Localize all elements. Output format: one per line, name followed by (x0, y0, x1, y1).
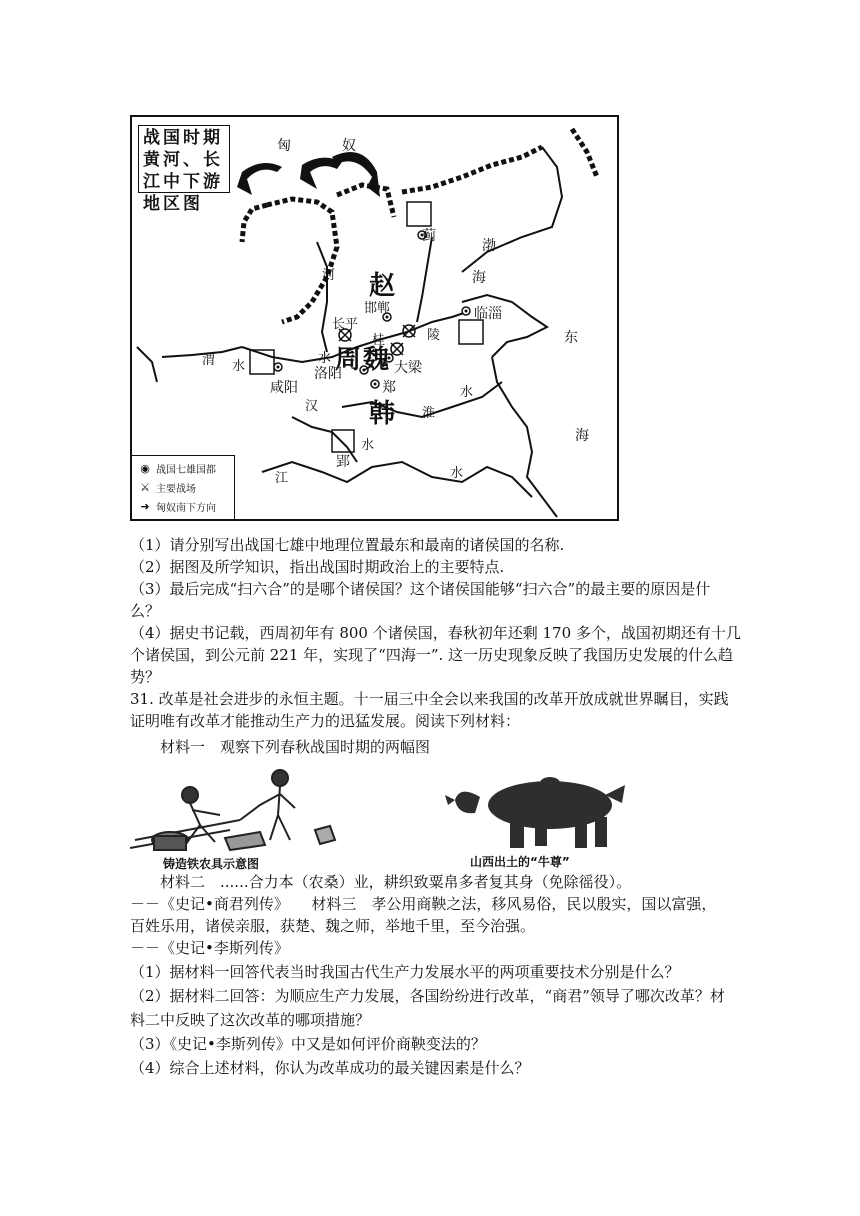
label-xianyang: 咸阳 (270, 380, 298, 396)
label-han: 韩 (369, 399, 396, 429)
material-3-line-2: 百姓乐用，诸侯亲服，获楚、魏之师，举地千里，至今治强。 (130, 917, 536, 935)
label-han-river: 汉 (305, 399, 319, 414)
label-shui-huai: 水 (460, 385, 474, 400)
warring-states-map (130, 115, 619, 521)
label-handan: 邯郸 (364, 301, 391, 316)
label-shui-luo: 水 (318, 351, 332, 366)
question-1: （1）请分别写出战国七雄中地理位置最东和最南的诸侯国的名称. (130, 536, 565, 554)
label-dong: 东 (564, 330, 578, 346)
label-shui-jiang: 水 (450, 466, 464, 481)
problem-31-line-2: 证明唯有改革才能推动生产力的迅猛发展。阅读下列材料： (130, 712, 521, 730)
material-2: 材料二 ......合力本（农桑）业，耕织致粟帛多者复其身（免除徭役）。 (160, 873, 632, 891)
label-hai-2: 海 (575, 428, 589, 444)
label-xiongnu-2: 奴 (342, 138, 356, 154)
question-3-line-2: 么？ (130, 602, 161, 620)
source-1-and-material-3: －－《史记•商君列传》 材料三 孝公用商鞅之法，移风易俗，民以殷实，国以富强， (130, 895, 717, 913)
question-4-line-2: 个诸侯国，到公元前 221 年，实现了“四海一”. 这一历史现象反映了我国历史发展的什么趋 (130, 646, 734, 664)
label-daliang: 大梁 (394, 360, 422, 376)
label-zhou: 周 (335, 345, 362, 375)
arrow-right-icon: ➜ (140, 500, 150, 513)
map-title: 战国时期黄河、长江中下游地区图 (138, 125, 230, 193)
question-2: （2）据图及所学知识，指出战国时期政治上的主要特点. (130, 558, 505, 576)
question-3-line-1: （3）最后完成“扫六合”的是哪个诸侯国？这个诸侯国能够“扫六合”的最主要的原因是什 (130, 580, 711, 598)
sub-question-1: （1）据材料一回答代表当时我国古代生产力发展水平的两项重要技术分别是什么？ (130, 963, 680, 981)
right-picture-caption: 山西出土的“牛尊” (470, 855, 570, 869)
label-hai-1: 海 (472, 270, 486, 286)
label-wei-river-2: 水 (232, 359, 246, 374)
legend-capital: ◉ 战国七雄国都 (134, 459, 232, 478)
label-changping: 长平 (332, 317, 359, 332)
legend-battle: ⚔ 主要战场 (134, 478, 232, 497)
label-wei: 魏 (363, 345, 390, 375)
legend-direction: ➜ 匈奴南下方向 (134, 497, 232, 516)
left-picture-caption: 铸造铁农具示意图 (163, 857, 260, 871)
question-4-line-1: （4）据史书记载，西周初年有 800 个诸侯国，春秋初年还剩 170 多个，战国初期还有十几 (130, 624, 741, 642)
material-1-heading: 材料一 观察下列春秋战国时期的两幅图 (160, 738, 431, 756)
label-linzi: 临淄 (474, 306, 502, 322)
label-xiongnu-1: 匈 (277, 138, 291, 154)
label-he: 河 (322, 268, 336, 283)
question-4-line-3: 势？ (130, 668, 161, 686)
label-guiling-2: 陵 (427, 328, 441, 343)
label-ying: 郢 (336, 454, 350, 470)
map-legend (132, 455, 235, 519)
sub-question-4: （4）综合上述材料，你认为改革成功的最关键因素是什么？ (130, 1059, 530, 1077)
crossed-swords-icon: ⚔ (140, 481, 150, 494)
label-zheng: 郑 (382, 380, 396, 396)
source-2: －－《史记•李斯列传》 (130, 939, 289, 957)
label-wei-river-1: 渭 (202, 353, 216, 368)
label-luoyang: 洛阳 (314, 366, 342, 382)
casting-illustration (130, 760, 340, 855)
label-huai: 淮 (422, 406, 436, 421)
label-jiang: 江 (275, 471, 289, 486)
problem-31-line-1: 31. 改革是社会进步的永恒主题。十一届三中全会以来我国的改革开放成就世界瞩目，实践 (130, 690, 729, 708)
label-shui-han: 水 (361, 438, 375, 453)
capital-dot-icon: ◉ (140, 462, 150, 475)
sub-question-2-line-2: 料二中反映了这次改革的哪项措施？ (130, 1011, 371, 1029)
sub-question-3: （3）《史记•李斯列传》中又是如何评价商鞅变法的？ (130, 1035, 486, 1053)
ox-zun-illustration (440, 765, 640, 850)
iron-tool-casting-picture (130, 760, 340, 872)
label-zhao: 赵 (369, 271, 396, 301)
ox-zun-picture (440, 765, 640, 872)
sub-question-2-line-1: （2）据材料二回答：为顺应生产力发展，各国纷纷进行改革，“商君”领导了哪次改革？材 (130, 987, 725, 1005)
label-bo: 渤 (482, 238, 496, 254)
label-guiling-1: 桂 (372, 333, 386, 348)
label-ji: 蓟 (422, 228, 436, 244)
